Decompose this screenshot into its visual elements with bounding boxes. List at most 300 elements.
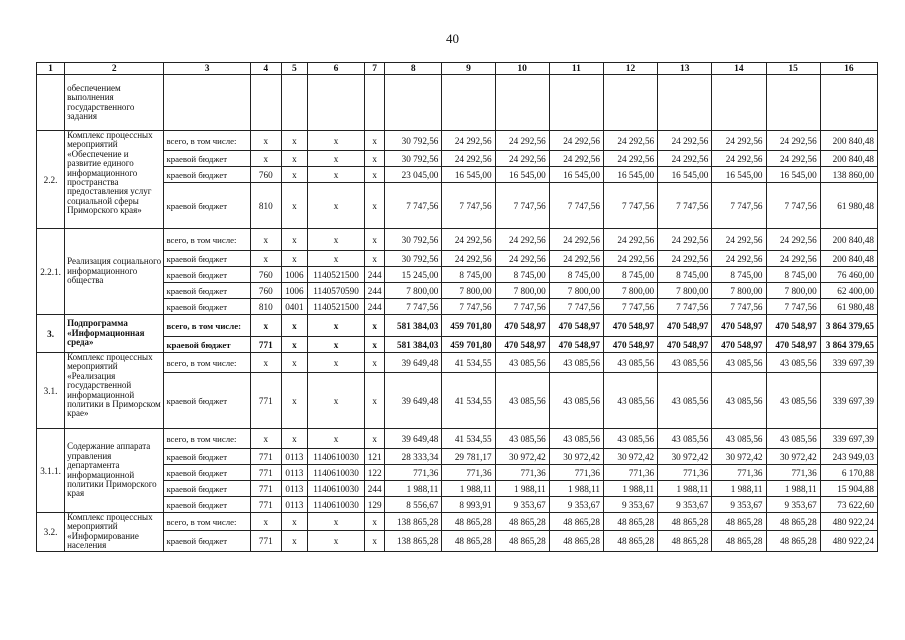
empty-cell: [281, 75, 307, 131]
column-header-12: 12: [603, 63, 657, 75]
value-cell: 48 865,28: [766, 531, 820, 551]
source-cell: всего, в том числе:: [164, 315, 250, 337]
value-cell: 24 292,56: [442, 229, 495, 251]
value-cell: 9 353,67: [495, 497, 549, 513]
value-cell: 43 085,56: [495, 373, 549, 429]
value-cell: 24 292,56: [442, 251, 495, 267]
value-cell: 43 085,56: [603, 373, 657, 429]
empty-cell: [766, 75, 820, 131]
value-cell: 470 548,97: [549, 337, 603, 353]
code-cell-5: 0113: [281, 497, 307, 513]
code-cell-6: x: [307, 151, 364, 167]
code-cell-5: x: [281, 183, 307, 229]
row-number-cell: 3.1.: [37, 353, 65, 429]
value-cell: 459 701,80: [442, 337, 495, 353]
value-cell: 24 292,56: [658, 151, 712, 167]
value-cell: 41 534,55: [442, 373, 495, 429]
value-cell: 48 865,28: [712, 513, 766, 531]
value-cell: 43 085,56: [712, 373, 766, 429]
value-cell: 138 860,00: [820, 167, 877, 183]
value-cell: 771,36: [712, 465, 766, 481]
value-cell: 62 400,00: [820, 283, 877, 299]
code-cell-7: x: [365, 429, 385, 449]
value-cell: 138 865,28: [385, 531, 442, 551]
value-cell: 7 800,00: [549, 283, 603, 299]
column-header-9: 9: [442, 63, 495, 75]
value-cell: 470 548,97: [658, 337, 712, 353]
column-header-1: 1: [37, 63, 65, 75]
value-cell: 24 292,56: [549, 251, 603, 267]
column-header-6: 6: [307, 63, 364, 75]
code-cell-4: x: [250, 315, 281, 337]
column-header-11: 11: [549, 63, 603, 75]
value-cell: 24 292,56: [495, 229, 549, 251]
code-cell-6: x: [307, 229, 364, 251]
value-cell: 30 972,42: [495, 449, 549, 465]
code-cell-4: x: [250, 429, 281, 449]
value-cell: 771,36: [385, 465, 442, 481]
code-cell-5: x: [281, 513, 307, 531]
value-cell: 7 747,56: [495, 183, 549, 229]
value-cell: 24 292,56: [658, 229, 712, 251]
code-cell-7: 129: [365, 497, 385, 513]
table-row: [37, 131, 878, 151]
value-cell: 8 745,00: [712, 267, 766, 283]
value-cell: 7 747,56: [442, 183, 495, 229]
row-number-cell: 3.2.: [37, 513, 65, 552]
value-cell: 30 792,56: [385, 131, 442, 151]
value-cell: 24 292,56: [603, 229, 657, 251]
value-cell: 43 085,56: [549, 373, 603, 429]
code-cell-7: x: [365, 183, 385, 229]
column-header-3: 3: [164, 63, 250, 75]
table-row: [37, 353, 878, 373]
empty-cell: [603, 75, 657, 131]
source-cell: всего, в том числе:: [164, 229, 250, 251]
value-cell: 339 697,39: [820, 429, 877, 449]
value-cell: 41 534,55: [442, 429, 495, 449]
value-cell: 24 292,56: [766, 251, 820, 267]
value-cell: 16 545,00: [658, 167, 712, 183]
value-cell: 3 864 379,65: [820, 315, 877, 337]
value-cell: 243 949,03: [820, 449, 877, 465]
code-cell-6: x: [307, 429, 364, 449]
code-cell-4: x: [250, 251, 281, 267]
value-cell: 30 792,56: [385, 151, 442, 167]
code-cell-6: 1140610030: [307, 465, 364, 481]
source-cell: краевой бюджет: [164, 373, 250, 429]
value-cell: 470 548,97: [603, 337, 657, 353]
code-cell-6: x: [307, 167, 364, 183]
value-cell: 43 085,56: [658, 373, 712, 429]
source-cell: всего, в том числе:: [164, 353, 250, 373]
empty-cell: [442, 75, 495, 131]
value-cell: 48 865,28: [495, 513, 549, 531]
code-cell-5: x: [281, 373, 307, 429]
row-name-cell: Реализация социального информационного общества: [65, 229, 164, 315]
source-cell: краевой бюджет: [164, 167, 250, 183]
column-header-4: 4: [250, 63, 281, 75]
value-cell: 7 747,56: [549, 183, 603, 229]
value-cell: 30 972,42: [766, 449, 820, 465]
value-cell: 30 972,42: [712, 449, 766, 465]
value-cell: 24 292,56: [712, 131, 766, 151]
column-header-14: 14: [712, 63, 766, 75]
code-cell-4: 760: [250, 167, 281, 183]
value-cell: 7 747,56: [385, 299, 442, 315]
code-cell-6: 1140570590: [307, 283, 364, 299]
value-cell: 8 745,00: [766, 267, 820, 283]
code-cell-5: x: [281, 337, 307, 353]
value-cell: 15 245,00: [385, 267, 442, 283]
table-row: [37, 429, 878, 449]
value-cell: 24 292,56: [442, 131, 495, 151]
empty-cell: [820, 75, 877, 131]
source-cell: краевой бюджет: [164, 151, 250, 167]
row-name-cell: обеспечением выполнения государственного задания: [65, 75, 164, 131]
row-name-cell: Комплекс процессных мероприятий «Обеспечение и развитие единого информационного пространства предоставления услуг социальной сферы Приморского края»: [65, 131, 164, 229]
empty-cell: [164, 75, 250, 131]
code-cell-7: 244: [365, 481, 385, 497]
value-cell: 24 292,56: [658, 131, 712, 151]
code-cell-4: 771: [250, 497, 281, 513]
code-cell-4: x: [250, 353, 281, 373]
value-cell: 24 292,56: [495, 251, 549, 267]
value-cell: 470 548,97: [712, 337, 766, 353]
value-cell: 200 840,48: [820, 151, 877, 167]
code-cell-5: x: [281, 167, 307, 183]
empty-cell: [385, 75, 442, 131]
value-cell: 7 747,56: [766, 183, 820, 229]
column-header-8: 8: [385, 63, 442, 75]
value-cell: 43 085,56: [658, 429, 712, 449]
code-cell-5: x: [281, 131, 307, 151]
value-cell: 138 865,28: [385, 513, 442, 531]
value-cell: 43 085,56: [603, 429, 657, 449]
value-cell: 7 747,56: [766, 299, 820, 315]
code-cell-7: x: [365, 337, 385, 353]
value-cell: 43 085,56: [603, 353, 657, 373]
value-cell: 581 384,03: [385, 337, 442, 353]
value-cell: 48 865,28: [549, 513, 603, 531]
code-cell-7: x: [365, 353, 385, 373]
value-cell: 24 292,56: [495, 151, 549, 167]
code-cell-5: x: [281, 531, 307, 551]
code-cell-7: x: [365, 151, 385, 167]
code-cell-6: 1140521500: [307, 299, 364, 315]
value-cell: 43 085,56: [712, 429, 766, 449]
value-cell: 7 747,56: [712, 183, 766, 229]
table-row: [37, 229, 878, 251]
value-cell: 7 747,56: [712, 299, 766, 315]
value-cell: 470 548,97: [495, 315, 549, 337]
code-cell-4: 760: [250, 283, 281, 299]
value-cell: 470 548,97: [766, 315, 820, 337]
empty-cell: [365, 75, 385, 131]
code-cell-7: 121: [365, 449, 385, 465]
value-cell: 43 085,56: [658, 353, 712, 373]
code-cell-4: 771: [250, 373, 281, 429]
value-cell: 16 545,00: [712, 167, 766, 183]
value-cell: 7 747,56: [658, 183, 712, 229]
value-cell: 24 292,56: [603, 131, 657, 151]
code-cell-6: 1140521500: [307, 267, 364, 283]
code-cell-6: x: [307, 251, 364, 267]
value-cell: 28 333,34: [385, 449, 442, 465]
value-cell: 470 548,97: [658, 315, 712, 337]
value-cell: 6 170,88: [820, 465, 877, 481]
source-cell: краевой бюджет: [164, 531, 250, 551]
value-cell: 24 292,56: [712, 229, 766, 251]
code-cell-7: 244: [365, 283, 385, 299]
value-cell: 771,36: [549, 465, 603, 481]
value-cell: 8 745,00: [495, 267, 549, 283]
value-cell: 470 548,97: [712, 315, 766, 337]
code-cell-4: 771: [250, 465, 281, 481]
source-cell: краевой бюджет: [164, 481, 250, 497]
value-cell: 24 292,56: [549, 151, 603, 167]
table-body: [37, 63, 878, 552]
value-cell: 39 649,48: [385, 353, 442, 373]
code-cell-4: 771: [250, 531, 281, 551]
value-cell: 480 922,24: [820, 513, 877, 531]
row-number-cell: 2.2.1.: [37, 229, 65, 315]
value-cell: 48 865,28: [712, 531, 766, 551]
value-cell: 24 292,56: [442, 151, 495, 167]
code-cell-7: 244: [365, 267, 385, 283]
code-cell-6: 1140610030: [307, 481, 364, 497]
code-cell-7: 244: [365, 299, 385, 315]
value-cell: 771,36: [442, 465, 495, 481]
value-cell: 24 292,56: [712, 251, 766, 267]
value-cell: 16 545,00: [549, 167, 603, 183]
code-cell-4: 810: [250, 183, 281, 229]
value-cell: 61 980,48: [820, 299, 877, 315]
value-cell: 771,36: [495, 465, 549, 481]
value-cell: 24 292,56: [712, 151, 766, 167]
empty-cell: [250, 75, 281, 131]
code-cell-7: x: [365, 315, 385, 337]
value-cell: 16 545,00: [442, 167, 495, 183]
value-cell: 1 988,11: [603, 481, 657, 497]
value-cell: 339 697,39: [820, 353, 877, 373]
value-cell: 48 865,28: [442, 531, 495, 551]
value-cell: 16 545,00: [495, 167, 549, 183]
value-cell: 23 045,00: [385, 167, 442, 183]
value-cell: 7 800,00: [603, 283, 657, 299]
value-cell: 48 865,28: [603, 513, 657, 531]
source-cell: краевой бюджет: [164, 449, 250, 465]
code-cell-5: 1006: [281, 267, 307, 283]
value-cell: 8 745,00: [442, 267, 495, 283]
code-cell-7: x: [365, 131, 385, 151]
empty-cell: [495, 75, 549, 131]
code-cell-5: x: [281, 315, 307, 337]
value-cell: 7 747,56: [603, 183, 657, 229]
table-row: [37, 75, 878, 131]
code-cell-7: x: [365, 513, 385, 531]
value-cell: 15 904,88: [820, 481, 877, 497]
value-cell: 480 922,24: [820, 531, 877, 551]
value-cell: 43 085,56: [495, 429, 549, 449]
value-cell: 1 988,11: [658, 481, 712, 497]
value-cell: 43 085,56: [766, 353, 820, 373]
value-cell: 8 745,00: [549, 267, 603, 283]
value-cell: 7 747,56: [385, 183, 442, 229]
code-cell-6: x: [307, 337, 364, 353]
value-cell: 1 988,11: [385, 481, 442, 497]
value-cell: 43 085,56: [712, 353, 766, 373]
value-cell: 30 972,42: [603, 449, 657, 465]
value-cell: 200 840,48: [820, 131, 877, 151]
value-cell: 9 353,67: [712, 497, 766, 513]
value-cell: 1 988,11: [712, 481, 766, 497]
value-cell: 7 747,56: [658, 299, 712, 315]
value-cell: 43 085,56: [766, 429, 820, 449]
value-cell: 24 292,56: [495, 131, 549, 151]
code-cell-5: 0113: [281, 449, 307, 465]
value-cell: 8 556,67: [385, 497, 442, 513]
value-cell: 24 292,56: [603, 151, 657, 167]
value-cell: 16 545,00: [603, 167, 657, 183]
value-cell: 1 988,11: [495, 481, 549, 497]
value-cell: 7 747,56: [549, 299, 603, 315]
row-name-cell: Подпрограмма «Информационная среда»: [65, 315, 164, 353]
code-cell-6: x: [307, 373, 364, 429]
value-cell: 9 353,67: [549, 497, 603, 513]
code-cell-4: 771: [250, 449, 281, 465]
code-cell-6: 1140610030: [307, 497, 364, 513]
empty-cell: [307, 75, 364, 131]
value-cell: 24 292,56: [766, 131, 820, 151]
source-cell: всего, в том числе:: [164, 429, 250, 449]
code-cell-4: x: [250, 151, 281, 167]
code-cell-7: x: [365, 373, 385, 429]
source-cell: краевой бюджет: [164, 283, 250, 299]
code-cell-5: x: [281, 229, 307, 251]
code-cell-5: x: [281, 429, 307, 449]
row-name-cell: Комплекс процессных мероприятий «Реализация государственной информационной политики в Приморском крае»: [65, 353, 164, 429]
value-cell: 24 292,56: [766, 229, 820, 251]
value-cell: 470 548,97: [549, 315, 603, 337]
value-cell: 200 840,48: [820, 229, 877, 251]
code-cell-7: x: [365, 531, 385, 551]
column-header-13: 13: [658, 63, 712, 75]
code-cell-6: x: [307, 315, 364, 337]
value-cell: 61 980,48: [820, 183, 877, 229]
value-cell: 24 292,56: [766, 151, 820, 167]
column-header-15: 15: [766, 63, 820, 75]
column-header-5: 5: [281, 63, 307, 75]
value-cell: 470 548,97: [495, 337, 549, 353]
value-cell: 7 800,00: [495, 283, 549, 299]
value-cell: 9 353,67: [603, 497, 657, 513]
value-cell: 9 353,67: [766, 497, 820, 513]
code-cell-5: 0113: [281, 465, 307, 481]
code-cell-6: x: [307, 183, 364, 229]
code-cell-7: x: [365, 229, 385, 251]
value-cell: 48 865,28: [766, 513, 820, 531]
value-cell: 771,36: [658, 465, 712, 481]
value-cell: 459 701,80: [442, 315, 495, 337]
value-cell: 24 292,56: [549, 131, 603, 151]
value-cell: 73 622,60: [820, 497, 877, 513]
value-cell: 30 792,56: [385, 229, 442, 251]
value-cell: 39 649,48: [385, 373, 442, 429]
code-cell-6: x: [307, 353, 364, 373]
row-number-cell: 3.: [37, 315, 65, 353]
value-cell: 43 085,56: [549, 429, 603, 449]
table-row: [37, 513, 878, 531]
value-cell: 48 865,28: [442, 513, 495, 531]
value-cell: 7 747,56: [603, 299, 657, 315]
source-cell: краевой бюджет: [164, 251, 250, 267]
value-cell: 30 792,56: [385, 251, 442, 267]
value-cell: 7 800,00: [385, 283, 442, 299]
source-cell: краевой бюджет: [164, 497, 250, 513]
source-cell: краевой бюджет: [164, 337, 250, 353]
value-cell: 7 800,00: [442, 283, 495, 299]
value-cell: 48 865,28: [658, 531, 712, 551]
budget-table: [36, 62, 878, 552]
value-cell: 7 800,00: [658, 283, 712, 299]
value-cell: 339 697,39: [820, 373, 877, 429]
code-cell-4: 760: [250, 267, 281, 283]
code-cell-6: 1140610030: [307, 449, 364, 465]
value-cell: 9 353,67: [658, 497, 712, 513]
code-cell-5: 0401: [281, 299, 307, 315]
value-cell: 43 085,56: [495, 353, 549, 373]
value-cell: 1 988,11: [549, 481, 603, 497]
header-row: [37, 63, 878, 75]
value-cell: 30 972,42: [658, 449, 712, 465]
value-cell: 8 993,91: [442, 497, 495, 513]
code-cell-4: x: [250, 229, 281, 251]
value-cell: 24 292,56: [658, 251, 712, 267]
code-cell-4: x: [250, 131, 281, 151]
value-cell: 76 460,00: [820, 267, 877, 283]
value-cell: 24 292,56: [603, 251, 657, 267]
value-cell: 8 745,00: [658, 267, 712, 283]
value-cell: 1 988,11: [442, 481, 495, 497]
empty-cell: [712, 75, 766, 131]
row-number-cell: [37, 75, 65, 131]
row-name-cell: Содержание аппарата управления департамента информационной политики Приморского края: [65, 429, 164, 513]
source-cell: краевой бюджет: [164, 183, 250, 229]
value-cell: 771,36: [603, 465, 657, 481]
source-cell: краевой бюджет: [164, 299, 250, 315]
row-name-cell: Комплекс процессных мероприятий «Информирование населения: [65, 513, 164, 552]
column-header-16: 16: [820, 63, 877, 75]
code-cell-5: x: [281, 353, 307, 373]
column-header-7: 7: [365, 63, 385, 75]
value-cell: 581 384,03: [385, 315, 442, 337]
value-cell: 43 085,56: [549, 353, 603, 373]
source-cell: всего, в том числе:: [164, 131, 250, 151]
code-cell-4: 810: [250, 299, 281, 315]
code-cell-6: x: [307, 131, 364, 151]
code-cell-6: x: [307, 513, 364, 531]
code-cell-7: 122: [365, 465, 385, 481]
empty-cell: [658, 75, 712, 131]
value-cell: 3 864 379,65: [820, 337, 877, 353]
value-cell: 7 800,00: [712, 283, 766, 299]
value-cell: 470 548,97: [603, 315, 657, 337]
value-cell: 48 865,28: [603, 531, 657, 551]
value-cell: 16 545,00: [766, 167, 820, 183]
code-cell-4: 771: [250, 481, 281, 497]
row-number-cell: 2.2.: [37, 131, 65, 229]
